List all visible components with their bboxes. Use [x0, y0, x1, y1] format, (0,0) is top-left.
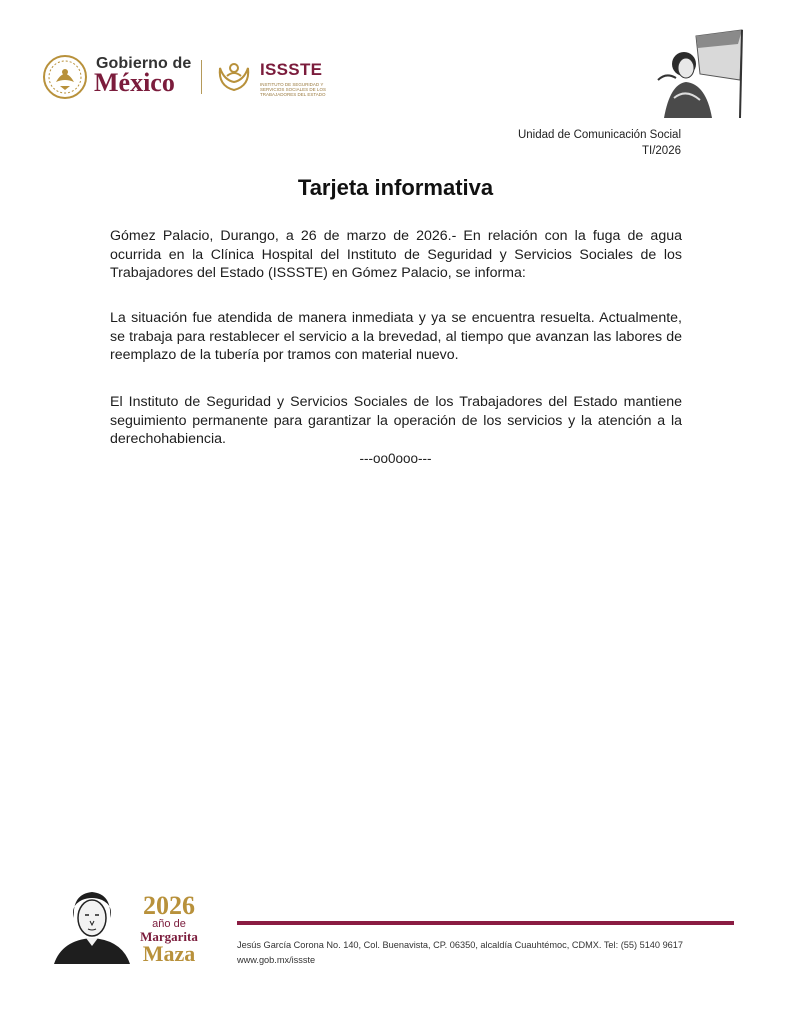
gobierno-mexico-logo [42, 52, 202, 102]
paragraph-2: La situación fue atendida de manera inmediata y ya se encuentra resuelta. Actualmente, se trabaja para restablecer el servicio a la brevedad, al tiempo que avanzan las labores de reemplazo de la tubería por tramos con material nuevo. [110, 310, 682, 363]
footer-name2: Maza [142, 941, 196, 966]
document-reference: TI/2026 [642, 145, 681, 157]
footer-name1: Margarita [140, 929, 198, 944]
footer-year-sub: año de [152, 918, 186, 930]
footer-year-badge [134, 893, 204, 965]
gobierno-mexico-emblem-icon [42, 54, 88, 100]
gobierno-line1: Gobierno de [96, 55, 192, 72]
communication-unit: Unidad de Comunicación Social [517, 129, 681, 141]
footer-rule [237, 921, 734, 925]
footer-address: Jesús García Corona No. 140, Col. Buenavista, CP. 06350, alcaldía Cuauhtémoc, CDMX. Tel: (55) 5140 9617 [237, 940, 684, 950]
margarita-maza-portrait-icon [52, 888, 132, 964]
gobierno-line2: México [94, 68, 175, 97]
paragraph-1: Gómez Palacio, Durango, a 26 de marzo de 2026.- En relación con la fuga de agua ocurrida en la Clínica Hospital del Instituto de Seguridad y Servicios Sociales de los Trabajadores del Estado (ISSSTE) en Gómez Palacio, se informa: [110, 228, 682, 281]
footer-year: 2026 [143, 891, 195, 920]
issste-logo-icon [214, 56, 254, 96]
header-divider [201, 60, 202, 94]
flag-woman-illustration-icon [656, 28, 746, 120]
issste-name: ISSSTE [260, 60, 323, 79]
header-right [518, 127, 681, 159]
page-title: Tarjeta informativa [297, 175, 494, 200]
footer-address-block [237, 938, 683, 968]
issste-logo [214, 56, 364, 100]
footer-url[interactable]: www.gob.mx/issste [237, 955, 316, 965]
issste-subtitle: INSTITUTO DE SEGURIDAD Y SERVICIOS SOCIALES DE LOS TRABAJADORES DEL ESTADO [260, 82, 326, 97]
paragraph-3: El Instituto de Seguridad y Servicios Sociales de los Trabajadores del Estado mantiene seguimiento permanente para garantizar la operación de los servicios y la atención a la derechohabiencia. [110, 394, 682, 447]
closing-mark: ---oo0ooo--- [359, 451, 432, 466]
